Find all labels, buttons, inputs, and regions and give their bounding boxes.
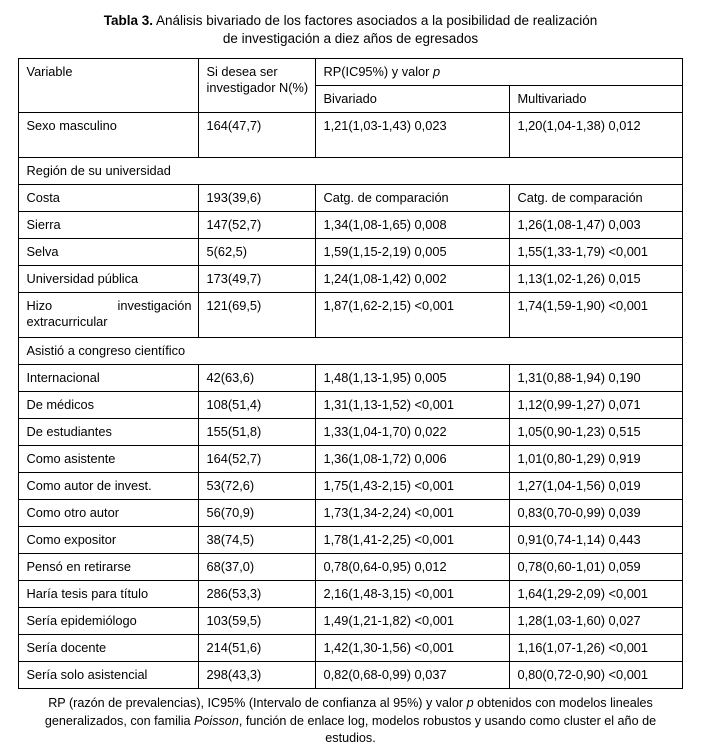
cell-n-percent: 121(69,5) bbox=[199, 293, 316, 338]
cell-multivariado: 1,55(1,33-1,79) <0,001 bbox=[510, 239, 682, 266]
table-row bbox=[19, 500, 682, 527]
cell-multivariado: 1,05(0,90-1,23) 0,515 bbox=[510, 419, 682, 446]
cell-multivariado: 1,20(1,04-1,38) 0,012 bbox=[510, 113, 682, 158]
header-rp-p: p bbox=[433, 64, 441, 80]
section-header-cell: Región de su universidad bbox=[19, 158, 682, 185]
cell-variable: Costa bbox=[19, 185, 199, 212]
cell-multivariado: 1,27(1,04-1,56) 0,019 bbox=[510, 473, 682, 500]
cell-variable: Sería docente bbox=[19, 635, 199, 662]
table-row bbox=[19, 446, 682, 473]
cell-n-percent: 298(43,3) bbox=[199, 662, 316, 689]
table-row bbox=[19, 419, 682, 446]
table-row bbox=[19, 338, 682, 365]
footnote-poisson-italic: Poisson bbox=[194, 713, 239, 728]
cell-variable: Pensó en retirarse bbox=[19, 554, 199, 581]
table-footnote bbox=[19, 695, 682, 747]
cell-n-percent: 53(72,6) bbox=[199, 473, 316, 500]
cell-multivariado: 1,31(0,88-1,94) 0,190 bbox=[510, 365, 682, 392]
cell-n-percent: 108(51,4) bbox=[199, 392, 316, 419]
header-rp-text: RP(IC95%) y valor bbox=[323, 64, 433, 80]
bivariate-analysis-table bbox=[18, 58, 682, 689]
cell-multivariado: 1,28(1,03-1,60) 0,027 bbox=[510, 608, 682, 635]
cell-multivariado: Catg. de comparación bbox=[510, 185, 682, 212]
cell-multivariado: 1,12(0,99-1,27) 0,071 bbox=[510, 392, 682, 419]
cell-n-percent: 286(53,3) bbox=[199, 581, 316, 608]
table-row bbox=[19, 554, 682, 581]
cell-bivariado: 1,21(1,03-1,43) 0,023 bbox=[316, 113, 510, 158]
cell-variable: Universidad pública bbox=[19, 266, 199, 293]
footnote-p-italic: p bbox=[466, 696, 474, 711]
cell-multivariado: 1,01(0,80-1,29) 0,919 bbox=[510, 446, 682, 473]
cell-multivariado: 1,64(1,29-2,09) <0,001 bbox=[510, 581, 682, 608]
table-row bbox=[19, 266, 682, 293]
cell-bivariado: 1,48(1,13-1,95) 0,005 bbox=[316, 365, 510, 392]
cell-bivariado: 1,78(1,41-2,25) <0,001 bbox=[316, 527, 510, 554]
cell-variable: Sería epidemiólogo bbox=[19, 608, 199, 635]
cell-multivariado: 1,26(1,08-1,47) 0,003 bbox=[510, 212, 682, 239]
header-cell-variable: Variable bbox=[19, 59, 199, 113]
table-row bbox=[19, 158, 682, 185]
table-row bbox=[19, 293, 682, 338]
table-row bbox=[19, 365, 682, 392]
cell-bivariado: 2,16(1,48-3,15) <0,001 bbox=[316, 581, 510, 608]
cell-bivariado: 1,49(1,21-1,82) <0,001 bbox=[316, 608, 510, 635]
cell-variable: Como autor de invest. bbox=[19, 473, 199, 500]
footnote-part1: RP (razón de prevalencias), IC95% (Intervalo de confianza al 95%) y valor bbox=[48, 696, 467, 711]
cell-bivariado: 1,87(1,62-2,15) <0,001 bbox=[316, 293, 510, 338]
table-row bbox=[19, 212, 682, 239]
cell-variable: Como asistente bbox=[19, 446, 199, 473]
cell-variable: Hizo investigación extracurricular bbox=[19, 293, 199, 338]
cell-variable: Internacional bbox=[19, 365, 199, 392]
cell-variable: De médicos bbox=[19, 392, 199, 419]
cell-multivariado: 0,83(0,70-0,99) 0,039 bbox=[510, 500, 682, 527]
table-row bbox=[19, 662, 682, 689]
cell-n-percent: 193(39,6) bbox=[199, 185, 316, 212]
header-row-1 bbox=[19, 59, 682, 86]
cell-multivariado: 1,16(1,07-1,26) <0,001 bbox=[510, 635, 682, 662]
table-row bbox=[19, 608, 682, 635]
cell-bivariado: 1,42(1,30-1,56) <0,001 bbox=[316, 635, 510, 662]
cell-bivariado: 1,34(1,08-1,65) 0,008 bbox=[316, 212, 510, 239]
table-row bbox=[19, 635, 682, 662]
caption-label: Tabla 3. bbox=[103, 13, 153, 28]
cell-n-percent: 56(70,9) bbox=[199, 500, 316, 527]
cell-variable: De estudiantes bbox=[19, 419, 199, 446]
cell-bivariado: 1,36(1,08-1,72) 0,006 bbox=[316, 446, 510, 473]
cell-bivariado: 1,31(1,13-1,52) <0,001 bbox=[316, 392, 510, 419]
cell-variable: Haría tesis para título bbox=[19, 581, 199, 608]
table-row bbox=[19, 113, 682, 158]
cell-variable: Como otro autor bbox=[19, 500, 199, 527]
cell-n-percent: 155(51,8) bbox=[199, 419, 316, 446]
table-row bbox=[19, 392, 682, 419]
footnote-part3: , función de enlace log, modelos robustos y usando como cluster el año de estudios. bbox=[238, 713, 657, 745]
section-header-cell: Asistió a congreso científico bbox=[19, 338, 682, 365]
header-cell-bivariado: Bivariado bbox=[316, 86, 510, 113]
cell-n-percent: 38(74,5) bbox=[199, 527, 316, 554]
table-body bbox=[19, 59, 682, 689]
cell-bivariado: Catg. de comparación bbox=[316, 185, 510, 212]
table-row bbox=[19, 581, 682, 608]
cell-multivariado: 0,80(0,72-0,90) <0,001 bbox=[510, 662, 682, 689]
footnote-part2: obtenidos con modelos lineales generalizados, con familia bbox=[44, 696, 653, 728]
cell-n-percent: 42(63,6) bbox=[199, 365, 316, 392]
table-row bbox=[19, 185, 682, 212]
table-row bbox=[19, 239, 682, 266]
header-cell-rp bbox=[316, 59, 682, 86]
cell-n-percent: 147(52,7) bbox=[199, 212, 316, 239]
header-cell-n: Si desea ser investigador N(%) bbox=[199, 59, 316, 113]
cell-variable: Sexo masculino bbox=[19, 113, 199, 158]
table-caption bbox=[18, 12, 683, 48]
cell-n-percent: 68(37,0) bbox=[199, 554, 316, 581]
cell-bivariado: 0,82(0,68-0,99) 0,037 bbox=[316, 662, 510, 689]
cell-bivariado: 0,78(0,64-0,95) 0,012 bbox=[316, 554, 510, 581]
cell-n-percent: 164(47,7) bbox=[199, 113, 316, 158]
cell-multivariado: 1,13(1,02-1,26) 0,015 bbox=[510, 266, 682, 293]
cell-bivariado: 1,24(1,08-1,42) 0,002 bbox=[316, 266, 510, 293]
cell-multivariado: 0,78(0,60-1,01) 0,059 bbox=[510, 554, 682, 581]
cell-bivariado: 1,59(1,15-2,19) 0,005 bbox=[316, 239, 510, 266]
cell-bivariado: 1,33(1,04-1,70) 0,022 bbox=[316, 419, 510, 446]
caption-line1: Análisis bivariado de los factores asociados a la posibilidad de realización bbox=[153, 13, 598, 28]
table-row bbox=[19, 527, 682, 554]
cell-variable: Selva bbox=[19, 239, 199, 266]
cell-bivariado: 1,73(1,34-2,24) <0,001 bbox=[316, 500, 510, 527]
cell-n-percent: 5(62,5) bbox=[199, 239, 316, 266]
cell-n-percent: 164(52,7) bbox=[199, 446, 316, 473]
cell-multivariado: 1,74(1,59-1,90) <0,001 bbox=[510, 293, 682, 338]
cell-bivariado: 1,75(1,43-2,15) <0,001 bbox=[316, 473, 510, 500]
caption-line2: de investigación a diez años de egresados bbox=[222, 31, 479, 47]
cell-variable: Sería solo asistencial bbox=[19, 662, 199, 689]
cell-variable: Como expositor bbox=[19, 527, 199, 554]
cell-n-percent: 214(51,6) bbox=[199, 635, 316, 662]
header-cell-multivariado: Multivariado bbox=[510, 86, 682, 113]
cell-multivariado: 0,91(0,74-1,14) 0,443 bbox=[510, 527, 682, 554]
cell-n-percent: 103(59,5) bbox=[199, 608, 316, 635]
table-row bbox=[19, 473, 682, 500]
cell-variable: Sierra bbox=[19, 212, 199, 239]
cell-n-percent: 173(49,7) bbox=[199, 266, 316, 293]
